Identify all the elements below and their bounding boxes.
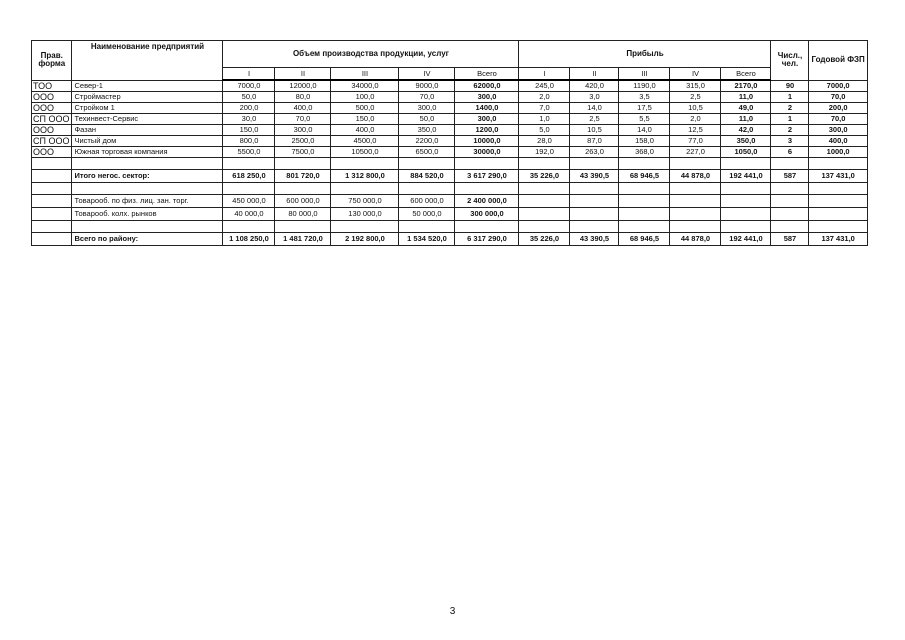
cell-prod-total: 300 000,0 xyxy=(455,208,519,221)
header-profit-q2: II xyxy=(570,68,619,81)
cell-profit-q1: 7,0 xyxy=(519,103,570,114)
cell-prod-q4: 884 520,0 xyxy=(399,170,455,183)
cell-prod-q1: 1 108 250,0 xyxy=(223,233,275,246)
cell-prod-q3: 1 312 800,0 xyxy=(331,170,399,183)
total-private-row xyxy=(32,170,868,183)
cell-prod-q3: 2 192 800,0 xyxy=(331,233,399,246)
header-production: Объем производства продукции, услуг xyxy=(223,41,519,68)
cell-fzp: 400,0 xyxy=(809,136,867,147)
enterprise-rows xyxy=(32,80,868,158)
row-name: Север-1 xyxy=(72,80,223,92)
cell-prod-total: 30000,0 xyxy=(455,147,519,158)
header-profit: Прибыль xyxy=(519,41,771,68)
header-prod-q4: IV xyxy=(399,68,455,81)
cell-fzp: 1000,0 xyxy=(809,147,867,158)
cell-fzp: 7000,0 xyxy=(809,80,867,92)
trade-row xyxy=(32,208,868,221)
cell-profit-q2: 87,0 xyxy=(570,136,619,147)
cell-staff: 90 xyxy=(771,80,809,92)
cell-prod-total: 62000,0 xyxy=(455,80,519,92)
blank-row xyxy=(32,221,868,233)
header-profit-q1: I xyxy=(519,68,570,81)
cell-profit-q4: 44 878,0 xyxy=(670,233,721,246)
cell-profit-q4: 2,0 xyxy=(670,114,721,125)
cell-prod-q3: 150,0 xyxy=(331,114,399,125)
table-row xyxy=(32,114,868,125)
header-fzp: Годовой ФЗП xyxy=(809,41,867,81)
cell-prod-q3: 100,0 xyxy=(331,92,399,103)
row-form: ООО xyxy=(32,147,72,158)
row-name: Техинвест-Сервис xyxy=(72,114,223,125)
cell-prod-total: 10000,0 xyxy=(455,136,519,147)
cell-prod-q3: 500,0 xyxy=(331,103,399,114)
blank-row xyxy=(32,183,868,195)
cell-profit-q1: 28,0 xyxy=(519,136,570,147)
row-form: СП ООО xyxy=(32,114,72,125)
cell-profit-q1: 192,0 xyxy=(519,147,570,158)
cell-profit-q1: 2,0 xyxy=(519,92,570,103)
cell-prod-q4: 300,0 xyxy=(399,103,455,114)
cell-prod-total: 2 400 000,0 xyxy=(455,195,519,208)
cell-profit-q4: 10,5 xyxy=(670,103,721,114)
cell-fzp: 137 431,0 xyxy=(809,170,867,183)
cell-prod-q4: 2200,0 xyxy=(399,136,455,147)
cell-profit-q3: 14,0 xyxy=(619,125,670,136)
cell-staff: 6 xyxy=(771,147,809,158)
cell-profit-q4: 77,0 xyxy=(670,136,721,147)
cell-prod-total: 300,0 xyxy=(455,114,519,125)
cell-prod-total: 3 617 290,0 xyxy=(455,170,519,183)
total-district-row xyxy=(32,233,868,246)
row-name: Строймастер xyxy=(72,92,223,103)
row-form: ООО xyxy=(32,92,72,103)
cell-prod-q3: 34000,0 xyxy=(331,80,399,92)
cell-profit-q3: 68 946,5 xyxy=(619,233,670,246)
row-form: СП ООО xyxy=(32,136,72,147)
cell-profit-total: 2170,0 xyxy=(721,80,771,92)
trade-row xyxy=(32,195,868,208)
cell-profit-total: 350,0 xyxy=(721,136,771,147)
header-staff: Числ., чел. xyxy=(771,41,809,81)
cell-prod-q1: 7000,0 xyxy=(223,80,275,92)
cell-prod-total: 1400,0 xyxy=(455,103,519,114)
cell-profit-total: 42,0 xyxy=(721,125,771,136)
cell-prod-q2: 70,0 xyxy=(275,114,331,125)
total-private-label: Итого негос. сектор: xyxy=(72,170,223,183)
cell-prod-q2: 400,0 xyxy=(275,103,331,114)
cell-prod-q2: 2500,0 xyxy=(275,136,331,147)
cell-profit-q3: 5,5 xyxy=(619,114,670,125)
cell-profit-q3: 1190,0 xyxy=(619,80,670,92)
cell-prod-q1: 50,0 xyxy=(223,92,275,103)
cell-profit-q4: 12,5 xyxy=(670,125,721,136)
cell-profit-q1: 35 226,0 xyxy=(519,233,570,246)
row-form: ООО xyxy=(32,103,72,114)
page-number: 3 xyxy=(449,606,456,617)
cell-prod-total: 300,0 xyxy=(455,92,519,103)
cell-staff: 1 xyxy=(771,114,809,125)
cell-prod-q1: 800,0 xyxy=(223,136,275,147)
header-name: Наименование предприятий xyxy=(72,41,223,81)
cell-prod-q1: 30,0 xyxy=(223,114,275,125)
cell-prod-q2: 600 000,0 xyxy=(275,195,331,208)
cell-fzp: 70,0 xyxy=(809,114,867,125)
cell-prod-q1: 5500,0 xyxy=(223,147,275,158)
cell-prod-q3: 130 000,0 xyxy=(331,208,399,221)
header-profit-q3: III xyxy=(619,68,670,81)
cell-staff: 2 xyxy=(771,103,809,114)
cell-profit-q2: 263,0 xyxy=(570,147,619,158)
cell-prod-q4: 50 000,0 xyxy=(399,208,455,221)
cell-prod-q2: 7500,0 xyxy=(275,147,331,158)
cell-profit-q2: 14,0 xyxy=(570,103,619,114)
cell-prod-q3: 750 000,0 xyxy=(331,195,399,208)
cell-fzp: 300,0 xyxy=(809,125,867,136)
cell-prod-q4: 350,0 xyxy=(399,125,455,136)
cell-staff: 587 xyxy=(771,170,809,183)
header-form: Прав. форма xyxy=(32,41,72,81)
table-row xyxy=(32,103,868,114)
cell-staff: 587 xyxy=(771,233,809,246)
header-prod-q2: II xyxy=(275,68,331,81)
table-row xyxy=(32,125,868,136)
table-row xyxy=(32,147,868,158)
cell-profit-q3: 68 946,5 xyxy=(619,170,670,183)
table-row xyxy=(32,92,868,103)
cell-prod-total: 1200,0 xyxy=(455,125,519,136)
cell-prod-q2: 80 000,0 xyxy=(275,208,331,221)
trade-row-label: Товарооб. по физ. лиц. зан. торг. xyxy=(72,195,223,208)
cell-prod-total: 6 317 290,0 xyxy=(455,233,519,246)
cell-fzp: 137 431,0 xyxy=(809,233,867,246)
blank-row xyxy=(32,158,868,170)
cell-profit-q3: 3,5 xyxy=(619,92,670,103)
cell-prod-q1: 150,0 xyxy=(223,125,275,136)
cell-staff: 3 xyxy=(771,136,809,147)
cell-profit-q1: 245,0 xyxy=(519,80,570,92)
row-form: ООО xyxy=(32,125,72,136)
cell-profit-q2: 3,0 xyxy=(570,92,619,103)
total-district-label: Всего по району: xyxy=(72,233,223,246)
cell-prod-q2: 801 720,0 xyxy=(275,170,331,183)
cell-profit-q1: 5,0 xyxy=(519,125,570,136)
cell-profit-q3: 17,5 xyxy=(619,103,670,114)
header-prod-total: Всего xyxy=(455,68,519,81)
cell-profit-q1: 1,0 xyxy=(519,114,570,125)
cell-staff: 2 xyxy=(771,125,809,136)
report-sheet xyxy=(31,40,868,246)
trade-row-label: Товарооб. колх. рынков xyxy=(72,208,223,221)
cell-profit-total: 11,0 xyxy=(721,92,771,103)
cell-profit-total: 1050,0 xyxy=(721,147,771,158)
cell-prod-q3: 400,0 xyxy=(331,125,399,136)
row-name: Чистый дом xyxy=(72,136,223,147)
cell-prod-q3: 4500,0 xyxy=(331,136,399,147)
cell-fzp: 70,0 xyxy=(809,92,867,103)
cell-staff: 1 xyxy=(771,92,809,103)
cell-prod-q2: 300,0 xyxy=(275,125,331,136)
cell-profit-q1: 35 226,0 xyxy=(519,170,570,183)
cell-prod-q2: 80,0 xyxy=(275,92,331,103)
cell-profit-q2: 43 390,5 xyxy=(570,233,619,246)
row-name: Фазан xyxy=(72,125,223,136)
cell-prod-q1: 40 000,0 xyxy=(223,208,275,221)
table-row xyxy=(32,136,868,147)
header-prod-q1: I xyxy=(223,68,275,81)
cell-prod-q3: 10500,0 xyxy=(331,147,399,158)
header-profit-q4: IV xyxy=(670,68,721,81)
cell-profit-q4: 315,0 xyxy=(670,80,721,92)
cell-profit-total: 192 441,0 xyxy=(721,233,771,246)
cell-profit-q2: 10,5 xyxy=(570,125,619,136)
cell-profit-q4: 44 878,0 xyxy=(670,170,721,183)
cell-profit-q2: 420,0 xyxy=(570,80,619,92)
cell-prod-q1: 450 000,0 xyxy=(223,195,275,208)
cell-prod-q2: 1 481 720,0 xyxy=(275,233,331,246)
production-table xyxy=(31,40,868,246)
table-row xyxy=(32,80,868,92)
row-name: Стройком 1 xyxy=(72,103,223,114)
row-form: ТОО xyxy=(32,80,72,92)
row-name: Южная торговая компания xyxy=(72,147,223,158)
cell-fzp: 200,0 xyxy=(809,103,867,114)
cell-profit-total: 11,0 xyxy=(721,114,771,125)
header-prod-q3: III xyxy=(331,68,399,81)
cell-profit-q4: 2,5 xyxy=(670,92,721,103)
cell-prod-q4: 50,0 xyxy=(399,114,455,125)
cell-profit-q4: 227,0 xyxy=(670,147,721,158)
header-profit-total: Всего xyxy=(721,68,771,81)
cell-profit-q2: 2,5 xyxy=(570,114,619,125)
cell-profit-q3: 368,0 xyxy=(619,147,670,158)
cell-prod-q4: 9000,0 xyxy=(399,80,455,92)
cell-prod-q1: 618 250,0 xyxy=(223,170,275,183)
cell-profit-q3: 158,0 xyxy=(619,136,670,147)
cell-prod-q4: 6500,0 xyxy=(399,147,455,158)
cell-prod-q2: 12000,0 xyxy=(275,80,331,92)
cell-prod-q1: 200,0 xyxy=(223,103,275,114)
cell-profit-total: 49,0 xyxy=(721,103,771,114)
cell-prod-q4: 600 000,0 xyxy=(399,195,455,208)
cell-prod-q4: 70,0 xyxy=(399,92,455,103)
cell-profit-total: 192 441,0 xyxy=(721,170,771,183)
cell-prod-q4: 1 534 520,0 xyxy=(399,233,455,246)
cell-profit-q2: 43 390,5 xyxy=(570,170,619,183)
